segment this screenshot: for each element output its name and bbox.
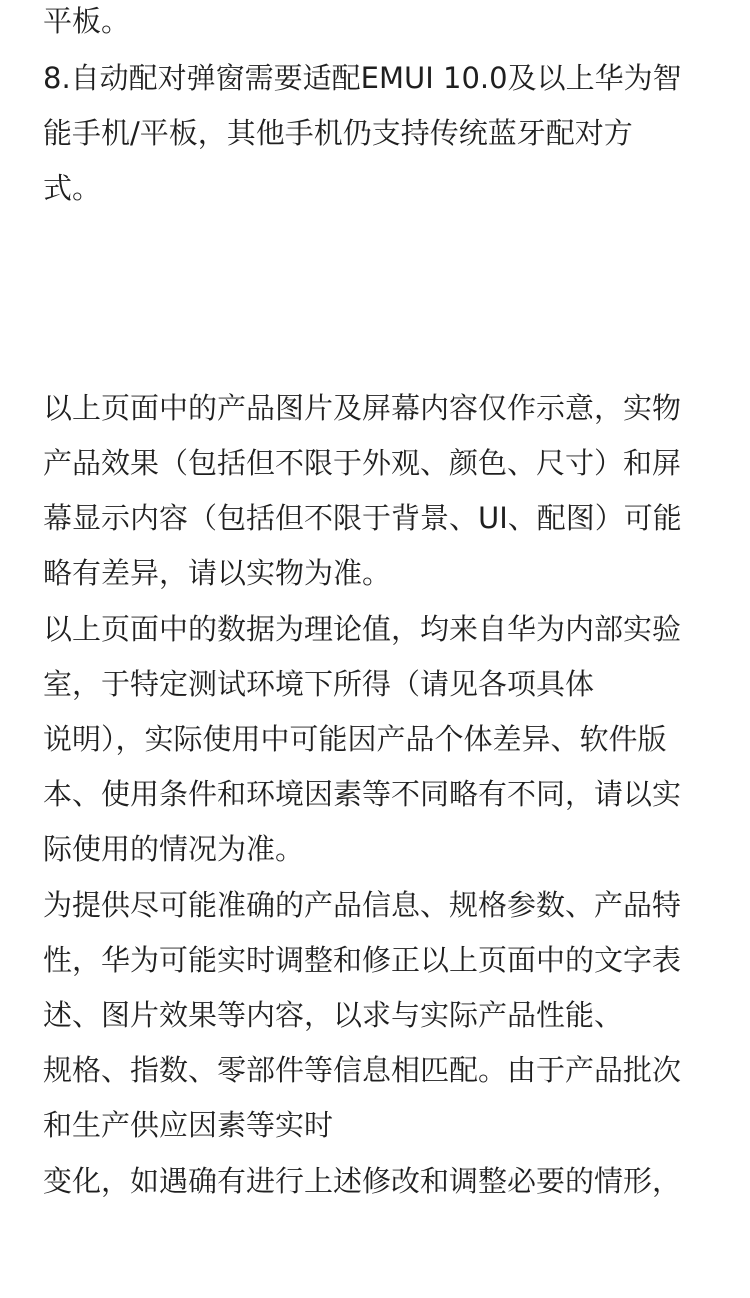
- note-line: 8.自动配对弹窗需要适配EMUI 10.0及以上华为智: [43, 61, 682, 95]
- note-line: 平板。: [43, 4, 131, 38]
- disclaimer-line: 性，华为可能实时调整和修正以上页面中的文字表: [43, 943, 682, 977]
- note-line: 式。: [43, 171, 102, 205]
- disclaimer-line: 本、使用条件和环境因素等不同略有不同，请以实: [43, 777, 682, 811]
- disclaimer-line: 为提供尽可能准确的产品信息、规格参数、产品特: [43, 888, 682, 922]
- disclaimer-line: 说明），实际使用中可能因产品个体差异、软件版: [43, 722, 667, 756]
- disclaimer-line: 以上页面中的数据为理论值，均来自华为内部实验: [43, 612, 682, 646]
- disclaimer-line: 和生产供应因素等实时: [43, 1108, 334, 1142]
- disclaimer-line: 以上页面中的产品图片及屏幕内容仅作示意，实物: [43, 391, 682, 425]
- disclaimer-line: 产品效果（包括但不限于外观、颜色、尺寸）和屏: [43, 446, 682, 480]
- disclaimer-line: 际使用的情况为准。: [43, 832, 305, 866]
- note-line: 能手机/平板，其他手机仍支持传统蓝牙配对方: [43, 116, 633, 150]
- disclaimer-line: 规格、指数、零部件等信息相匹配。由于产品批次: [43, 1053, 682, 1087]
- disclaimer-line: 述、图片效果等内容，以求与实际产品性能、: [43, 998, 624, 1032]
- disclaimer-line: 幕显示内容（包括但不限于背景、UI、配图）可能: [43, 501, 682, 535]
- disclaimer-line: 变化，如遇确有进行上述修改和调整必要的情形，: [43, 1164, 682, 1198]
- disclaimer-line: 室，于特定测试环境下所得（请见各项具体: [43, 667, 595, 701]
- disclaimer-line: 略有差异，请以实物为准。: [43, 556, 392, 590]
